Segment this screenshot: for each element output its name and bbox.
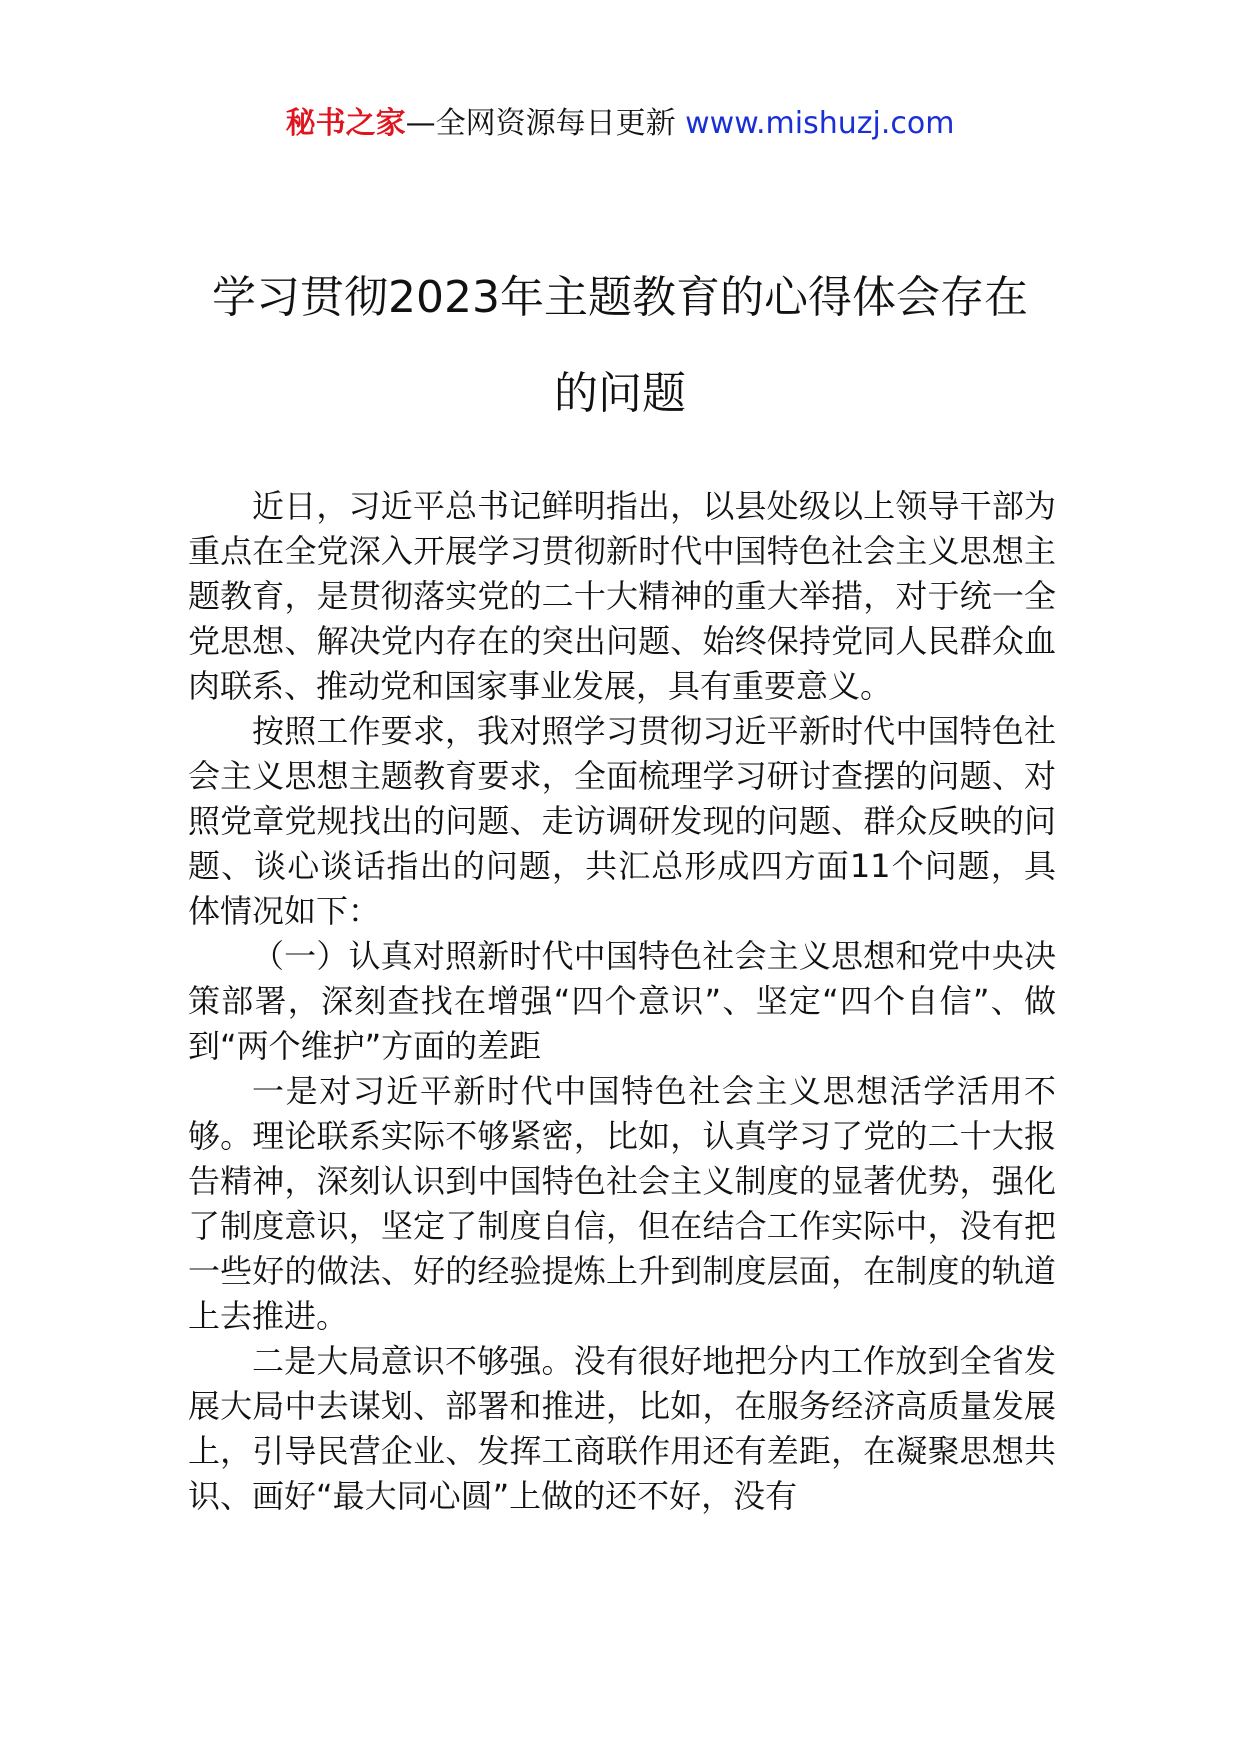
site-url-link[interactable]: www.mishuzj.com [685,106,955,141]
brand-name: 秘书之家 [285,106,406,141]
site-tagline: —全网资源每日更新 [405,106,686,141]
paragraph-issue-2: 二是大局意识不够强。没有很好地把分内工作放到全省发展大局中去谋划、部署和推进，比如，在服务经济高质量发展上，引导民营企业、发挥工商联作用还有差距，在凝聚思想共识、画好“最大同心圆”上做的还不好，没有 [188,1342,1056,1515]
title-line-1: 学习贯彻2023年主题教育的心得体会存在 [212,272,1028,323]
paragraph-requirements: 按照工作要求，我对照学习贯彻习近平新时代中国特色社会主义思想主题教育要求，全面梳理学习研讨查摆的问题、对照党章党规找出的问题、走访调研发现的问题、群众反映的问题、谈心谈话指出的问题，共汇总形成四方面11个问题，具体情况如下： [188,712,1056,930]
document-body [188,484,1056,1519]
title-line-2: 的问题 [554,368,686,419]
site-header [0,104,1240,144]
paragraph-intro: 近日，习近平总书记鲜明指出，以县处级以上领导干部为重点在全党深入开展学习贯彻新时代中国特色社会主义思想主题教育，是贯彻落实党的二十大精神的重大举措，对于统一全党思想、解决党内存在的突出问题、始终保持党同人民群众血肉联系、推动党和国家事业发展，具有重要意义。 [188,487,1056,705]
document-title [160,250,1080,442]
paragraph-issue-1: 一是对习近平新时代中国特色社会主义思想活学活用不够。理论联系实际不够紧密，比如，认真学习了党的二十大报告精神，深刻认识到中国特色社会主义制度的显著优势，强化了制度意识，坚定了制度自信，但在结合工作实际中，没有把一些好的做法、好的经验提炼上升到制度层面，在制度的轨道上去推进。 [188,1072,1056,1335]
section-heading-1: （一）认真对照新时代中国特色社会主义思想和党中央决策部署，深刻查找在增强“四个意识”、坚定“四个自信”、做到“两个维护”方面的差距 [188,937,1056,1065]
